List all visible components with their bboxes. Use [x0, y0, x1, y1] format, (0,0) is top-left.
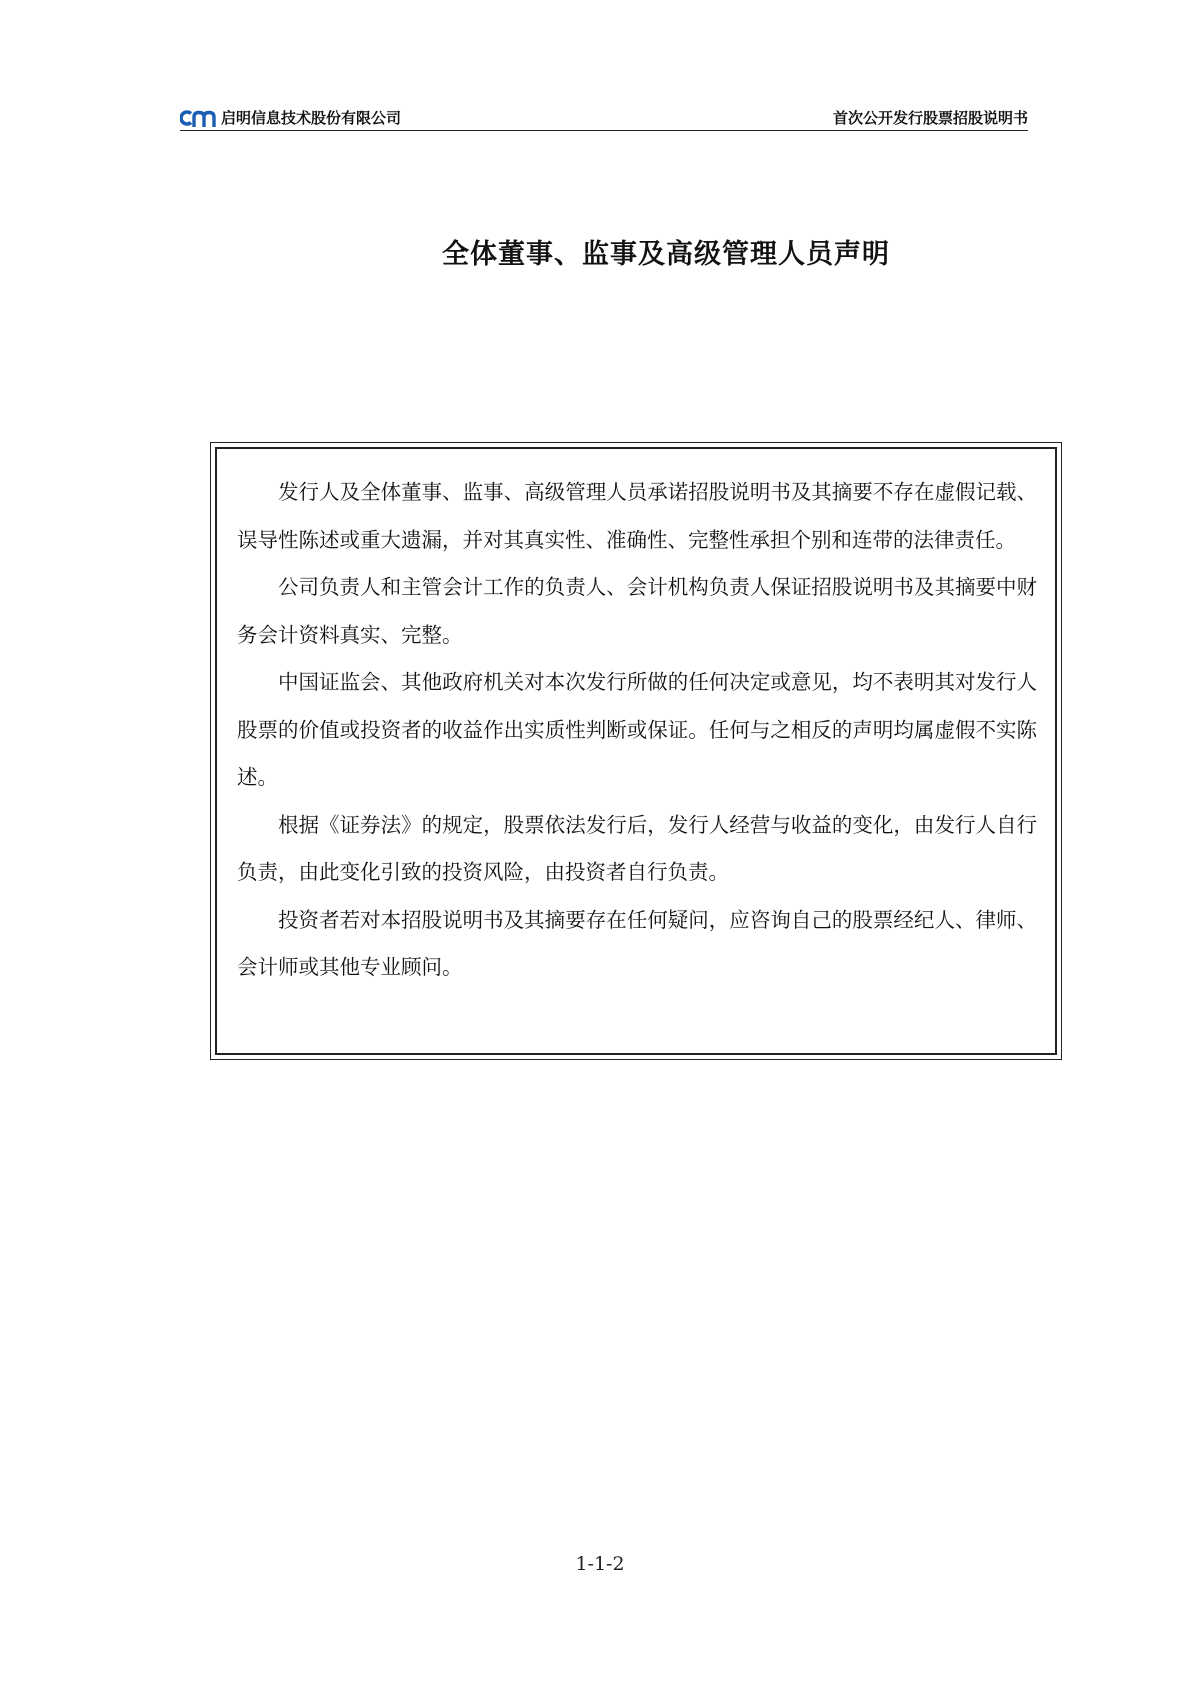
statement-frame	[215, 447, 1057, 1055]
cm-logo-icon	[180, 108, 220, 128]
statement-paragraph: 发行人及全体董事、监事、高级管理人员承诺招股说明书及其摘要不存在虚假记载、误导性陈述或重大遗漏，并对其真实性、准确性、完整性承担个别和连带的法律责任。	[237, 480, 1037, 552]
document-type: 首次公开发行股票招股说明书	[832, 109, 1028, 127]
page-title: 全体董事、监事及高级管理人员声明	[442, 239, 890, 270]
page-header	[180, 104, 1028, 131]
statement-paragraph: 中国证监会、其他政府机关对本次发行所做的任何决定或意见，均不表明其对发行人股票的价值或投资者的收益作出实质性判断或保证。任何与之相反的声明均属虚假不实陈述。	[237, 670, 1037, 789]
company-logo	[180, 106, 401, 128]
statement-paragraph: 投资者若对本招股说明书及其摘要存在任何疑问，应咨询自己的股票经纪人、律师、会计师或其他专业顾问。	[237, 907, 1037, 979]
statement-box	[210, 442, 1062, 1060]
statement-paragraph: 根据《证券法》的规定，股票依法发行后，发行人经营与收益的变化，由发行人自行负责，由此变化引致的投资风险，由投资者自行负责。	[237, 812, 1037, 884]
page-number: 1-1-2	[575, 1553, 625, 1575]
statement-paragraph: 公司负责人和主管会计工作的负责人、会计机构负责人保证招股说明书及其摘要中财务会计资料真实、完整。	[237, 575, 1037, 647]
company-name: 启明信息技术股份有限公司	[221, 109, 402, 127]
